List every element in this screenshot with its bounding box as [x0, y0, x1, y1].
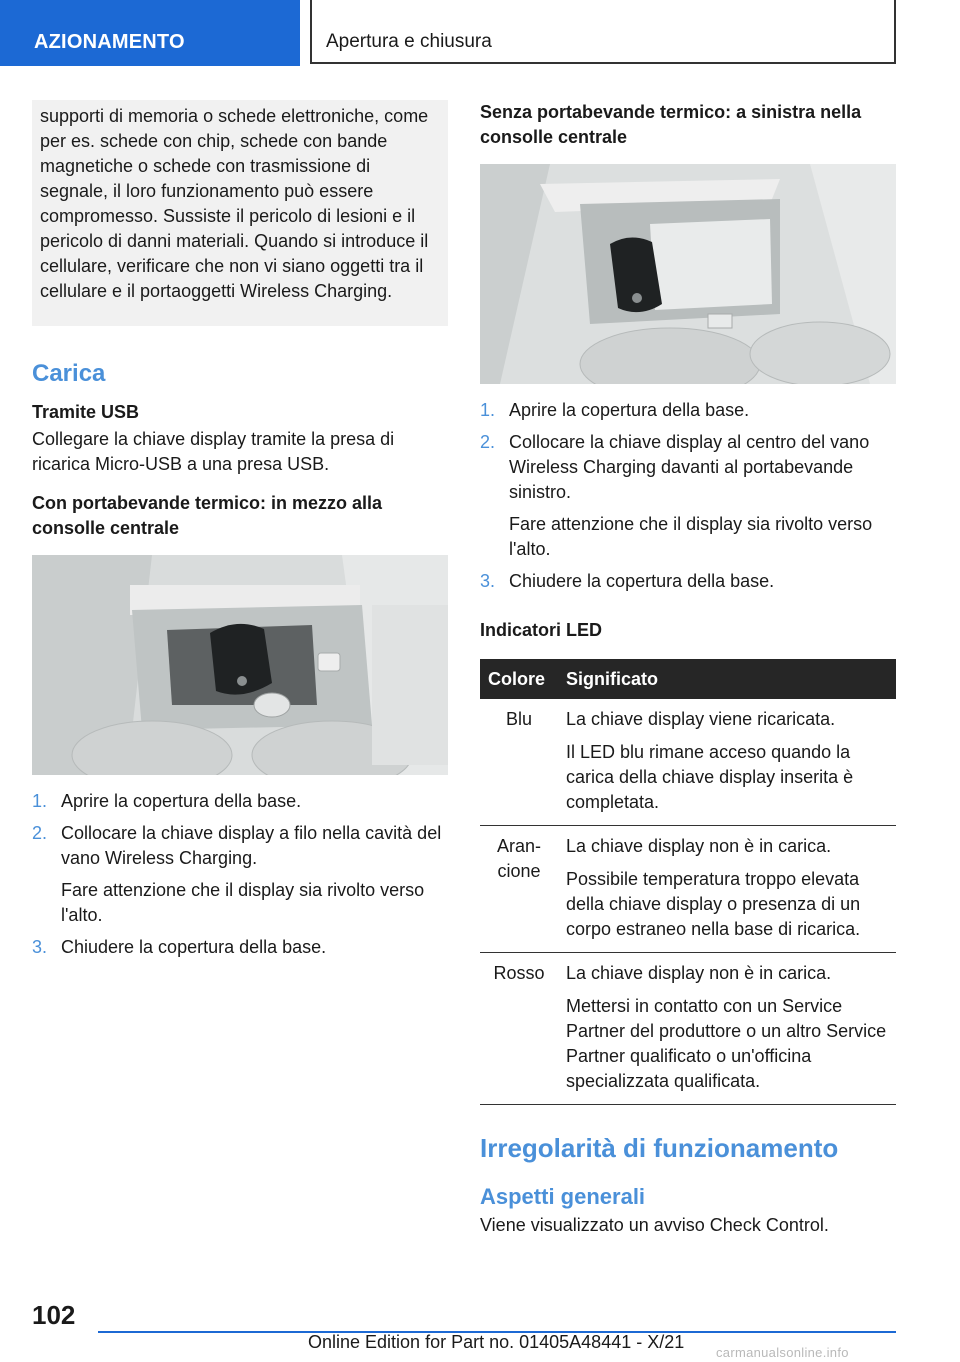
- table-header-meaning: Significato: [558, 659, 896, 699]
- malfunction-title: Irregolarità di funzionamento: [480, 1133, 839, 1163]
- led-meaning-cell: [558, 953, 896, 1105]
- list-item: [480, 398, 896, 423]
- section-label: AZIONAMENTO: [34, 31, 185, 53]
- page-number: 102: [32, 1300, 76, 1330]
- step-text: Collocare la chiave display a filo nella cavità del vano Wireless Charging.: [61, 823, 442, 868]
- step-note: Fare attenzione che il display sia rivolto verso l'alto.: [61, 880, 425, 925]
- watermark: carmanualsonline.info: [716, 1345, 849, 1360]
- right-column: [480, 100, 896, 1252]
- warning-text: supporti di memoria o schede elettroniche, come per es. schede con chip, schede con bande magnetiche o schede con trasmissione di segnale, il loro funzionamento può essere compromesso. Sussiste il pericolo di lesioni e il pericolo di danni materiali. Quando si introduce il cellulare, verificare che non vi siano oggetti tra il cellulare e il portaoggetti Wireless Charging.: [40, 106, 429, 301]
- steps-list-right: [480, 398, 896, 594]
- table-row: [480, 826, 896, 953]
- meaning-line: Possibile temperatura troppo elevata della chiave display o presenza di un corpo estraneo nella base di ricarica.: [566, 869, 861, 939]
- left-column: [32, 100, 448, 967]
- led-title: Indicatori LED: [480, 620, 603, 640]
- led-table: [480, 659, 896, 1105]
- warning-box: [32, 100, 448, 326]
- meaning-line: Mettersi in contatto con un Service Partner del produttore o un altro Service Partner qualificato o un'officina specializzata qualificata.: [566, 996, 887, 1091]
- list-item: [480, 430, 896, 562]
- section-title-carica: Carica: [32, 360, 106, 387]
- table-row: [480, 953, 896, 1105]
- thermo-holder-title: Con portabevande termico: in mezzo alla consolle centrale: [32, 493, 383, 538]
- led-color-cell: Rosso: [480, 953, 558, 1105]
- step-number: 3.: [480, 571, 496, 591]
- steps-list-left: [32, 789, 448, 960]
- table-header-color: Colore: [480, 659, 558, 699]
- step-text: Chiudere la copertura della base.: [509, 571, 775, 591]
- led-color-cell: Blu: [480, 699, 558, 826]
- general-text: Viene visualizzato un avviso Check Control.: [480, 1215, 829, 1235]
- step-note: Fare attenzione che il display sia rivolto verso l'alto.: [509, 514, 873, 559]
- footer-edition: Online Edition for Part no. 01405A48441 - X/21: [308, 1332, 685, 1352]
- step-number: 1.: [32, 791, 48, 811]
- step-number: 3.: [32, 937, 48, 957]
- table-header-row: [480, 659, 896, 699]
- chapter-label: Apertura e chiusura: [326, 31, 492, 52]
- step-number: 2.: [480, 432, 496, 452]
- chapter-header: [310, 0, 896, 64]
- meaning-line: La chiave display non è in carica.: [566, 963, 832, 983]
- step-text: Chiudere la copertura della base.: [61, 937, 327, 957]
- step-text: Collocare la chiave display al centro del vano Wireless Charging davanti al portabevande sinistro.: [509, 432, 870, 502]
- list-item: [32, 789, 448, 814]
- console-photo-center: [32, 555, 448, 775]
- led-meaning-cell: [558, 699, 896, 826]
- general-title: Aspetti generali: [480, 1184, 646, 1209]
- console-photo-left: [480, 164, 896, 384]
- list-item: [480, 569, 896, 594]
- step-text: Aprire la copertura della base.: [509, 400, 750, 420]
- led-color-cell: Aran-cione: [480, 826, 558, 953]
- usb-text: Collegare la chiave display tramite la presa di ricarica Micro-USB a una presa USB.: [32, 429, 395, 474]
- list-item: [32, 935, 448, 960]
- section-tab: [0, 0, 300, 66]
- step-text: Aprire la copertura della base.: [61, 791, 302, 811]
- no-thermo-holder-title: Senza portabevande termico: a sinistra nella consolle centrale: [480, 102, 862, 147]
- list-item: [32, 821, 448, 928]
- meaning-line: Il LED blu rimane acceso quando la carica della chiave display inserita è completata.: [566, 742, 854, 812]
- meaning-line: La chiave display viene ricaricata.: [566, 709, 836, 729]
- meaning-line: La chiave display non è in carica.: [566, 836, 832, 856]
- step-number: 2.: [32, 823, 48, 843]
- table-row: [480, 699, 896, 826]
- usb-title: Tramite USB: [32, 402, 140, 422]
- led-meaning-cell: [558, 826, 896, 953]
- step-number: 1.: [480, 400, 496, 420]
